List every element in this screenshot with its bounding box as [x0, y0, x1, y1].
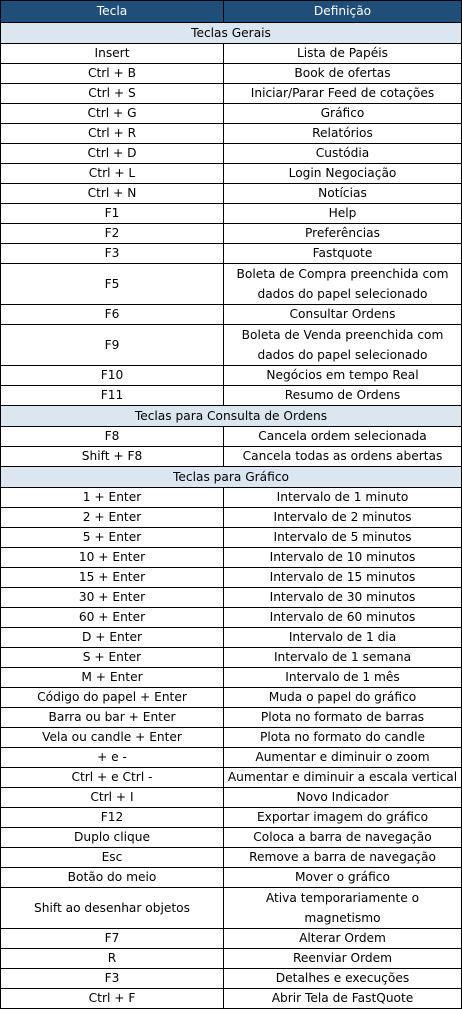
- shortcut-key-cell: Ctrl + I: [1, 788, 224, 808]
- shortcut-definition-cell: Intervalo de 30 minutos: [224, 588, 462, 608]
- shortcut-definition-cell: Remove a barra de navegação: [224, 848, 462, 868]
- shortcut-key-cell: Ctrl + G: [1, 104, 224, 124]
- shortcut-key-cell: Ctrl + N: [1, 184, 224, 204]
- shortcut-key-cell: F8: [1, 427, 224, 447]
- shortcut-definition-cell: Reenviar Ordem: [224, 949, 462, 969]
- table-row: [1, 144, 462, 164]
- shortcut-definition-cell: Intervalo de 10 minutos: [224, 548, 462, 568]
- shortcut-key-cell: Código do papel + Enter: [1, 688, 224, 708]
- shortcut-key-cell: Vela ou candle + Enter: [1, 728, 224, 748]
- table-row: [1, 104, 462, 124]
- table-row: [1, 264, 462, 305]
- shortcut-key-cell: F5: [1, 264, 224, 305]
- table-row: [1, 949, 462, 969]
- header-row: [1, 1, 462, 23]
- table-row: [1, 427, 462, 447]
- shortcut-definition-cell: Gráfico: [224, 104, 462, 124]
- section-title: Teclas para Consulta de Ordens: [1, 406, 462, 427]
- shortcut-definition-cell: Iniciar/Parar Feed de cotações: [224, 84, 462, 104]
- shortcut-key-cell: F2: [1, 224, 224, 244]
- table-row: [1, 668, 462, 688]
- table-row: [1, 868, 462, 888]
- shortcut-key-cell: F9: [1, 325, 224, 366]
- shortcut-key-cell: R: [1, 949, 224, 969]
- shortcut-definition-cell: Intervalo de 60 minutos: [224, 608, 462, 628]
- table-row: [1, 508, 462, 528]
- shortcut-definition-cell: Aumentar e diminuir o zoom: [224, 748, 462, 768]
- table-row: [1, 548, 462, 568]
- table-row: [1, 608, 462, 628]
- shortcut-key-cell: Ctrl + D: [1, 144, 224, 164]
- shortcut-definition-cell: Book de ofertas: [224, 64, 462, 84]
- shortcut-definition-cell: Boleta de Compra preenchida com dados do papel selecionado: [224, 264, 462, 305]
- shortcut-definition-cell: Intervalo de 1 dia: [224, 628, 462, 648]
- shortcut-key-cell: Insert: [1, 44, 224, 64]
- shortcut-definition-cell: Intervalo de 15 minutos: [224, 568, 462, 588]
- shortcut-key-cell: Ctrl + R: [1, 124, 224, 144]
- shortcut-key-cell: Botão do meio: [1, 868, 224, 888]
- shortcut-key-cell: 5 + Enter: [1, 528, 224, 548]
- shortcut-definition-cell: Cancela todas as ordens abertas: [224, 447, 462, 467]
- shortcuts-body: [1, 23, 462, 1009]
- shortcut-key-cell: Duplo clique: [1, 828, 224, 848]
- shortcut-definition-cell: Detalhes e execuções: [224, 969, 462, 989]
- table-row: [1, 366, 462, 386]
- shortcut-key-cell: F10: [1, 366, 224, 386]
- table-row: [1, 969, 462, 989]
- shortcut-definition-cell: Cancela ordem selecionada: [224, 427, 462, 447]
- shortcut-definition-cell: Preferências: [224, 224, 462, 244]
- table-row: [1, 528, 462, 548]
- shortcut-key-cell: 60 + Enter: [1, 608, 224, 628]
- shortcut-definition-cell: Novo Indicador: [224, 788, 462, 808]
- table-row: [1, 44, 462, 64]
- shortcut-key-cell: F3: [1, 969, 224, 989]
- shortcut-definition-cell: Notícias: [224, 184, 462, 204]
- shortcut-definition-cell: Aumentar e diminuir a escala vertical: [224, 768, 462, 788]
- shortcut-definition-cell: Lista de Papéis: [224, 44, 462, 64]
- table-row: [1, 124, 462, 144]
- shortcut-definition-cell: Fastquote: [224, 244, 462, 264]
- shortcut-key-cell: Shift ao desenhar objetos: [1, 888, 224, 929]
- table-row: [1, 688, 462, 708]
- table-row: [1, 568, 462, 588]
- shortcut-key-cell: Ctrl + S: [1, 84, 224, 104]
- table-row: [1, 989, 462, 1009]
- shortcut-key-cell: F1: [1, 204, 224, 224]
- shortcut-key-cell: 2 + Enter: [1, 508, 224, 528]
- shortcut-key-cell: F3: [1, 244, 224, 264]
- table-row: [1, 184, 462, 204]
- table-row: [1, 204, 462, 224]
- table-row: [1, 386, 462, 406]
- shortcut-key-cell: Ctrl + B: [1, 64, 224, 84]
- shortcut-definition-cell: Ativa temporariamente o magnetismo: [224, 888, 462, 929]
- table-row: [1, 305, 462, 325]
- shortcut-definition-cell: Intervalo de 1 semana: [224, 648, 462, 668]
- shortcut-key-cell: Esc: [1, 848, 224, 868]
- shortcut-definition-cell: Plota no formato de barras: [224, 708, 462, 728]
- shortcut-definition-cell: Relatórios: [224, 124, 462, 144]
- table-row: [1, 244, 462, 264]
- table-row: [1, 447, 462, 467]
- key-column-header: Tecla: [1, 1, 224, 23]
- shortcut-definition-cell: Resumo de Ordens: [224, 386, 462, 406]
- table-row: [1, 708, 462, 728]
- table-row: [1, 828, 462, 848]
- shortcut-key-cell: Ctrl + L: [1, 164, 224, 184]
- shortcut-definition-cell: Negócios em tempo Real: [224, 366, 462, 386]
- shortcut-key-cell: Ctrl + F: [1, 989, 224, 1009]
- table-row: [1, 648, 462, 668]
- table-row: [1, 325, 462, 366]
- table-row: [1, 224, 462, 244]
- shortcut-definition-cell: Boleta de Venda preenchida com dados do papel selecionado: [224, 325, 462, 366]
- shortcut-definition-cell: Plota no formato do candle: [224, 728, 462, 748]
- table-row: [1, 788, 462, 808]
- table-row: [1, 768, 462, 788]
- section-header-row: [1, 467, 462, 488]
- shortcut-key-cell: S + Enter: [1, 648, 224, 668]
- table-row: [1, 588, 462, 608]
- table-row: [1, 164, 462, 184]
- section-title: Teclas para Gráfico: [1, 467, 462, 488]
- table-row: [1, 64, 462, 84]
- section-header-row: [1, 406, 462, 427]
- table-row: [1, 929, 462, 949]
- shortcut-key-cell: Barra ou bar + Enter: [1, 708, 224, 728]
- table-row: [1, 848, 462, 868]
- shortcut-key-cell: 10 + Enter: [1, 548, 224, 568]
- shortcut-key-cell: Shift + F8: [1, 447, 224, 467]
- shortcut-key-cell: Ctrl + e Ctrl -: [1, 768, 224, 788]
- shortcut-key-cell: F11: [1, 386, 224, 406]
- shortcut-key-cell: 15 + Enter: [1, 568, 224, 588]
- table-row: [1, 888, 462, 929]
- section-header-row: [1, 23, 462, 44]
- shortcut-key-cell: 1 + Enter: [1, 488, 224, 508]
- table-row: [1, 748, 462, 768]
- shortcut-definition-cell: Custódia: [224, 144, 462, 164]
- shortcut-key-cell: F12: [1, 808, 224, 828]
- shortcut-definition-cell: Help: [224, 204, 462, 224]
- shortcut-key-cell: F7: [1, 929, 224, 949]
- shortcut-definition-cell: Alterar Ordem: [224, 929, 462, 949]
- definition-column-header: Definição: [224, 1, 462, 23]
- shortcut-key-cell: M + Enter: [1, 668, 224, 688]
- shortcut-key-cell: D + Enter: [1, 628, 224, 648]
- shortcut-key-cell: 30 + Enter: [1, 588, 224, 608]
- shortcut-definition-cell: Exportar imagem do gráfico: [224, 808, 462, 828]
- shortcut-definition-cell: Intervalo de 5 minutos: [224, 528, 462, 548]
- shortcut-definition-cell: Intervalo de 1 mês: [224, 668, 462, 688]
- shortcut-definition-cell: Coloca a barra de navegação: [224, 828, 462, 848]
- shortcut-key-cell: F6: [1, 305, 224, 325]
- table-row: [1, 628, 462, 648]
- table-row: [1, 84, 462, 104]
- table-row: [1, 488, 462, 508]
- shortcut-definition-cell: Consultar Ordens: [224, 305, 462, 325]
- shortcut-key-cell: + e -: [1, 748, 224, 768]
- section-title: Teclas Gerais: [1, 23, 462, 44]
- shortcut-definition-cell: Intervalo de 1 minuto: [224, 488, 462, 508]
- shortcut-definition-cell: Abrir Tela de FastQuote: [224, 989, 462, 1009]
- table-row: [1, 728, 462, 748]
- shortcut-definition-cell: Mover o gráfico: [224, 868, 462, 888]
- shortcut-definition-cell: Intervalo de 2 minutos: [224, 508, 462, 528]
- table-row: [1, 808, 462, 828]
- shortcut-definition-cell: Muda o papel do gráfico: [224, 688, 462, 708]
- shortcut-definition-cell: Login Negociação: [224, 164, 462, 184]
